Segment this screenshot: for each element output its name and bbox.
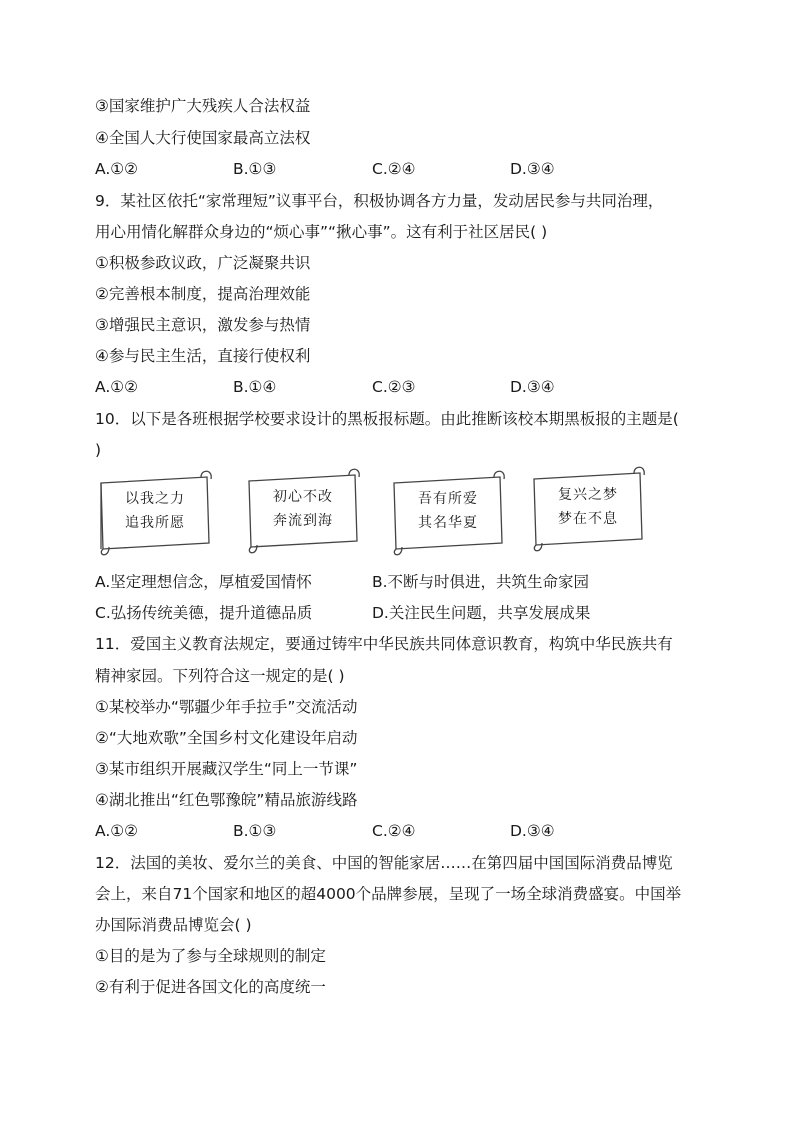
q12-stem-line-2: 会上，来自71个国家和地区的超4000个品牌参展，呈现了一场全球消费盛宴。中国举 xyxy=(95,885,682,903)
scroll-3-line-1: 吾有所爱 xyxy=(418,491,478,507)
q10-choice-b[interactable]: B.不断与时俱进，共筑生命家园 xyxy=(372,573,590,591)
q9-statement-2: ②完善根本制度，提高治理效能 xyxy=(95,285,311,303)
q11-statement-3: ③某市组织开展藏汉学生“同上一节课” xyxy=(95,760,358,778)
scroll-banner-2 xyxy=(243,465,363,560)
scroll-4-line-2: 梦在不息 xyxy=(558,511,618,527)
q10-scroll-images xyxy=(95,465,655,560)
q11-choice-b[interactable]: B.①③ xyxy=(233,822,277,840)
q9-choice-a[interactable]: A.①② xyxy=(95,378,139,396)
q9-stem-line-2: 用心用情化解群众身边的“烦心事”“揪心事”。这有利于社区居民( ) xyxy=(95,223,548,241)
scroll-4-line-1: 复兴之梦 xyxy=(558,487,618,503)
scroll-3-line-2: 其名华夏 xyxy=(418,515,478,531)
q10-stem-line-1: 10．以下是各班根据学校要求设计的黑板报标题。由此推断该校本期黑板报的主题是( xyxy=(95,410,679,428)
scroll-1-line-1: 以我之力 xyxy=(125,491,185,507)
q11-statement-1: ①某校举办“鄂疆少年手拉手”交流活动 xyxy=(95,698,358,716)
q11-statement-2: ②“大地欢歌”全国乡村文化建设年启动 xyxy=(95,729,358,747)
q10-choice-d[interactable]: D.关注民生问题，共享发展成果 xyxy=(372,604,591,622)
scroll-2-line-1: 初心不改 xyxy=(273,489,333,505)
q8-statement-4: ④全国人大行使国家最高立法权 xyxy=(95,129,311,147)
scroll-1-line-2: 追我所愿 xyxy=(125,515,185,531)
q8-choice-c[interactable]: C.②④ xyxy=(372,160,416,178)
q10-choice-a[interactable]: A.坚定理想信念，厚植爱国情怀 xyxy=(95,573,312,591)
q11-choice-d[interactable]: D.③④ xyxy=(510,822,555,840)
q8-statement-3: ③国家维护广大残疾人合法权益 xyxy=(95,97,311,115)
q9-stem-line-1: 9．某社区依托“家常理短”议事平台，积极协调各方力量，发动居民参与共同治理， xyxy=(95,192,664,210)
q11-stem-line-1: 11．爱国主义教育法规定，要通过铸牢中华民族共同体意识教育，构筑中华民族共有 xyxy=(95,635,673,653)
q10-stem-line-2: ) xyxy=(95,441,102,459)
q9-statement-4: ④参与民主生活，直接行使权利 xyxy=(95,347,311,365)
q8-choice-b[interactable]: B.①③ xyxy=(233,160,277,178)
q11-statement-4: ④湖北推出“红色鄂豫皖”精品旅游线路 xyxy=(95,791,358,809)
scroll-banner-4 xyxy=(528,465,648,560)
scroll-banner-3 xyxy=(388,465,508,560)
q12-statement-1: ①目的是为了参与全球规则的制定 xyxy=(95,947,326,965)
q8-choice-a[interactable]: A.①② xyxy=(95,160,139,178)
q9-statement-1: ①积极参政议政，广泛凝聚共识 xyxy=(95,254,311,272)
q9-choice-b[interactable]: B.①④ xyxy=(233,378,277,396)
q10-choice-c[interactable]: C.弘扬传统美德，提升道德品质 xyxy=(95,604,313,622)
q11-stem-line-2: 精神家园。下列符合这一规定的是( ) xyxy=(95,667,345,685)
q11-choice-a[interactable]: A.①② xyxy=(95,822,139,840)
q9-choice-d[interactable]: D.③④ xyxy=(510,378,555,396)
q12-stem-line-1: 12．法国的美妆、爱尔兰的美食、中国的智能家居……在第四届中国国际消费品博览 xyxy=(95,854,673,872)
q9-statement-3: ③增强民主意识，激发参与热情 xyxy=(95,316,311,334)
q8-choice-d[interactable]: D.③④ xyxy=(510,160,555,178)
scroll-banner-1 xyxy=(95,465,215,560)
q11-choice-c[interactable]: C.②④ xyxy=(372,822,416,840)
q12-statement-2: ②有利于促进各国文化的高度统一 xyxy=(95,978,326,996)
scroll-2-line-2: 奔流到海 xyxy=(273,513,333,529)
q9-choice-c[interactable]: C.②③ xyxy=(372,378,416,396)
q12-stem-line-3: 办国际消费品博览会( ) xyxy=(95,916,252,934)
